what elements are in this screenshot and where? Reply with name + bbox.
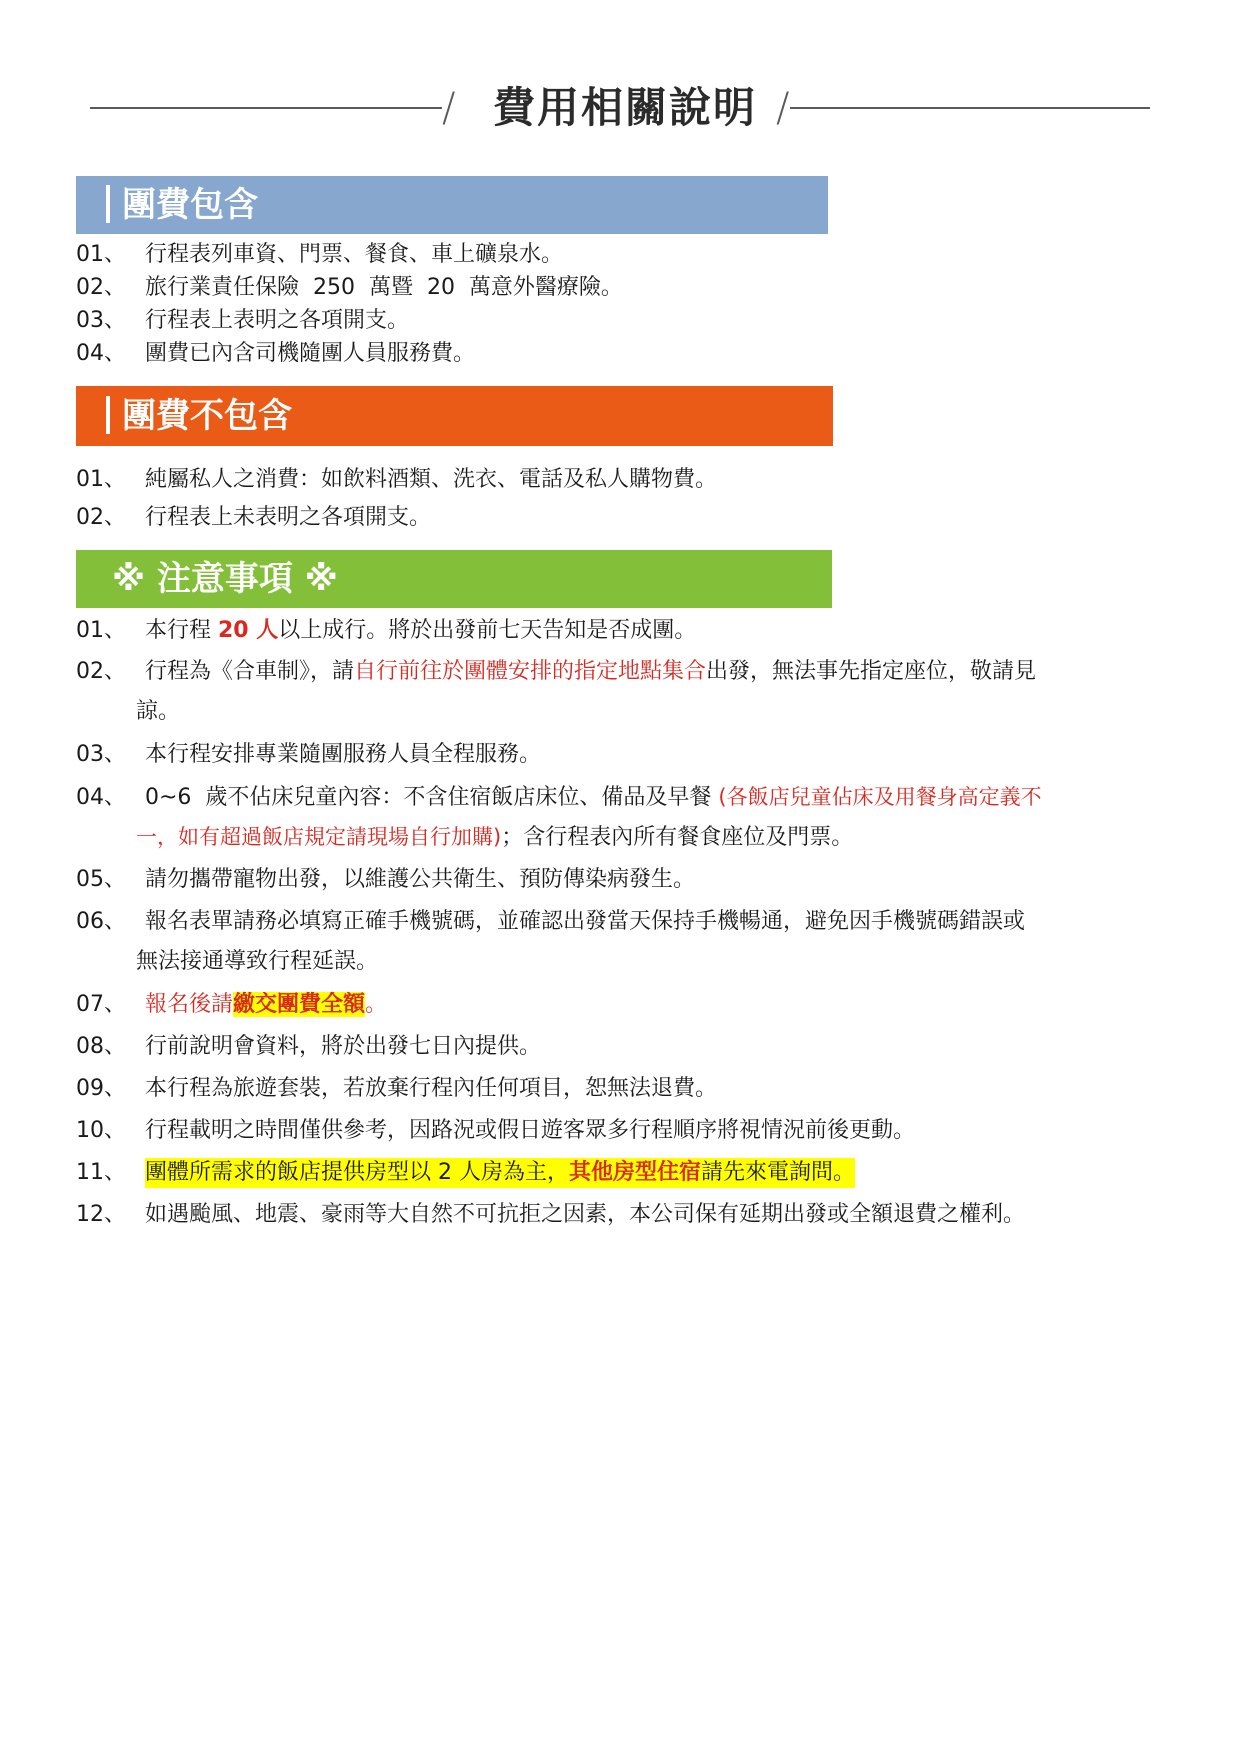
item-number: 07、 [76,992,126,1017]
emphasis-text: 自行前往於團體安排的指定地點集合 [354,659,707,684]
item-number: 02、 [76,505,126,530]
list-item [76,865,695,895]
list-item [76,503,431,533]
text-segment: 行程為《合車制》，請 [145,659,355,684]
item-text: 本行程為旅遊套裝，若放棄行程內任何項目，恕無法退費。 [145,1076,718,1101]
header-slash-left: / [442,85,456,131]
list-item [76,339,475,369]
heading-label: 團費不包含 [122,396,292,436]
heading-bar [106,396,110,434]
item-number: 03、 [76,742,126,767]
item-text [145,616,696,646]
list-item [76,1074,717,1104]
item-number: 01、 [76,618,126,643]
item-text: 本行程安排專業隨團服務人員全程服務。 [145,742,542,767]
page-title: 費用相關說明 [492,83,757,132]
item-text: 行前說明會資料，將於出發七日內提供。 [145,1034,542,1059]
list-item [76,740,541,770]
list-item [76,465,717,495]
item-number: 12、 [76,1202,126,1227]
item-number: 04、 [76,785,126,810]
list-item [76,273,623,303]
heading-label: ※ 注意事項 ※ [112,559,338,599]
header-slash-right: / [776,85,790,131]
section-heading-notes [76,550,832,608]
item-number: 11、 [76,1160,126,1185]
item-text: 團費已內含司機隨團人員服務費。 [145,341,476,366]
item-number: 03、 [76,308,126,333]
list-item [76,240,563,270]
text-segment: 團體所需求的飯店提供房型以 2 人房為主， [145,1160,569,1185]
item-continuation: 諒。 [136,699,181,724]
list-item [76,990,387,1020]
header-rule-left [90,107,442,109]
list-item [76,616,696,646]
heading-label: 團費包含 [122,185,258,225]
item-continuation: 無法接通導致行程延誤。 [136,949,379,974]
text-segment: 請先來電詢問。 [701,1160,856,1185]
item-number: 05、 [76,867,126,892]
item-number: 08、 [76,1034,126,1059]
item-number: 02、 [76,275,126,300]
emphasis-text: 其他房型住宿 [569,1160,702,1185]
item-number: 01、 [76,242,126,267]
item-text [145,782,1042,813]
emphasis-text: (各飯店兒童佔床及用餐身高定義不 [718,785,1042,809]
section-heading-excluded [76,386,833,446]
item-text: 請勿攜帶寵物出發，以維護公共衛生、預防傳染病發生。 [145,867,696,892]
list-item [76,1116,915,1146]
item-text: 行程表上表明之各項開支。 [145,308,410,333]
section-heading-included [76,176,828,234]
text-segment: 本行程 [145,618,218,643]
item-text: 旅行業責任保險 250 萬暨 20 萬意外醫療險。 [145,275,623,300]
item-text: 純屬私人之消費：如飲料酒類、洗衣、電話及私人購物費。 [145,467,718,492]
item-text: 行程表列車資、門票、餐食、車上礦泉水。 [145,242,564,267]
text-segment: ；含行程表內所有餐食座位及門票。 [501,825,854,850]
list-item [76,782,1042,813]
list-item [76,1200,1025,1230]
item-text: 報名表單請務必填寫正確手機號碼，並確認出發當天保持手機暢通，避免因手機號碼錯誤或 [145,909,1026,934]
heading-bar [106,185,110,223]
item-number: 01、 [76,467,126,492]
item-text: 行程載明之時間僅供參考，因路況或假日遊客眾多行程順序將視情況前後更動。 [145,1118,916,1143]
item-number: 06、 [76,909,126,934]
list-item [76,1158,855,1188]
item-number: 09、 [76,1076,126,1101]
list-item [76,657,1036,687]
item-text: 如遇颱風、地震、豪雨等大自然不可抗拒之因素，本公司保有延期出發或全額退費之權利。 [145,1202,1026,1227]
highlighted-text: 繳交團費全額 [233,992,366,1017]
item-number: 04、 [76,341,126,366]
list-item [76,306,409,336]
item-text [145,990,387,1020]
item-text [145,1158,855,1188]
item-number: 02、 [76,659,126,684]
header-rule-right [790,107,1150,109]
text-segment: 0~6 歲不佔床兒童內容：不含住宿飯店床位、備品及早餐 [145,785,719,810]
emphasis-text: 報名後請 [145,992,234,1017]
item-number: 10、 [76,1118,126,1143]
list-item [76,1032,541,1062]
text-segment: 以上成行。將於出發前七天告知是否成團。 [278,618,697,643]
emphasis-text: 。 [365,992,388,1017]
page-header [90,78,1150,142]
emphasis-text: 20 人 [218,618,279,643]
item-text [145,657,1036,687]
emphasis-text: 一，如有超過飯店規定請現場自行加購) [136,825,502,849]
item-text: 行程表上未表明之各項開支。 [145,505,432,530]
text-segment: 出發，無法事先指定座位，敬請見 [706,659,1037,684]
item-continuation [136,822,853,853]
list-item [76,907,1025,937]
